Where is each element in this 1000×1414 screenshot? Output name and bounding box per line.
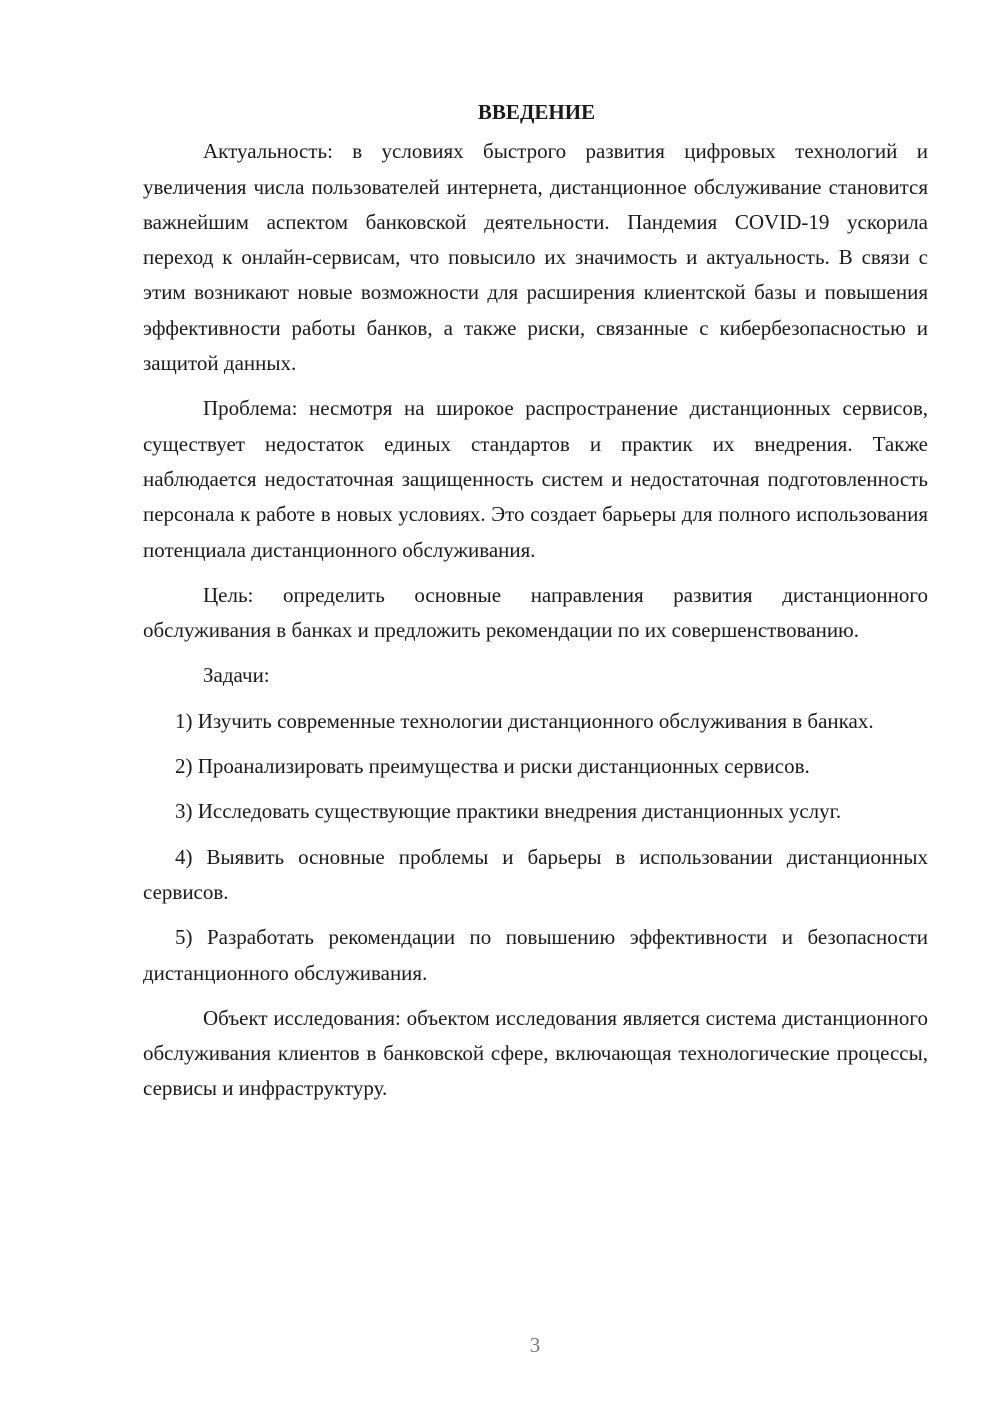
section-heading: ВВЕДЕНИЕ (477, 100, 596, 124)
page-content (143, 95, 928, 1107)
paragraph-problem: Проблема: несмотря на широкое распространение дистанционных сервисов, существует недостаток единых стандартов и практик их внедрения. Также наблюдается недостаточная защищенность систем и недостаточная подготовленность персонала к работе в новых условиях. Это создает барьеры для полного использования потенциала дистанционного обслуживания. (143, 396, 928, 562)
task-item-3: 3) Исследовать существующие практики внедрения дистанционных услуг. (175, 799, 842, 824)
paragraph-relevance: Актуальность: в условиях быстрого развития цифровых технологий и увеличения числа пользователей интернета, дистанционное обслуживание становится важнейшим аспектом банковской деятельности. Пандемия COVID-19 ускорила переход к онлайн-сервисам, что повысило их значимость и актуальность. В связи с этим возникают новые возможности для расширения клиентской базы и повышения эффективности работы банков, а также риски, связанные с кибербезопасностью и защитой данных. (143, 139, 928, 376)
task-item-5: 5) Разработать рекомендации по повышению эффективности и безопасности дистанционного обслуживания. (143, 925, 928, 985)
task-item-1: 1) Изучить современные технологии дистанционного обслуживания в банках. (175, 708, 874, 733)
page-number: 3 (529, 1333, 541, 1357)
paragraph-object: Объект исследования: объектом исследования является система дистанционного обслуживания клиентов в банковской сфере, включающая технологические процессы, сервисы и инфраструктуру. (143, 1005, 928, 1101)
task-item-4: 4) Выявить основные проблемы и барьеры в использовании дистанционных сервисов. (143, 844, 928, 904)
tasks-label: Задачи: (203, 663, 270, 688)
paragraph-goal: Цель: определить основные направления развития дистанционного обслуживания в банках и предложить рекомендации по их совершенствованию. (143, 582, 928, 643)
task-item-2: 2) Проанализировать преимущества и риски дистанционных сервисов. (175, 754, 810, 779)
